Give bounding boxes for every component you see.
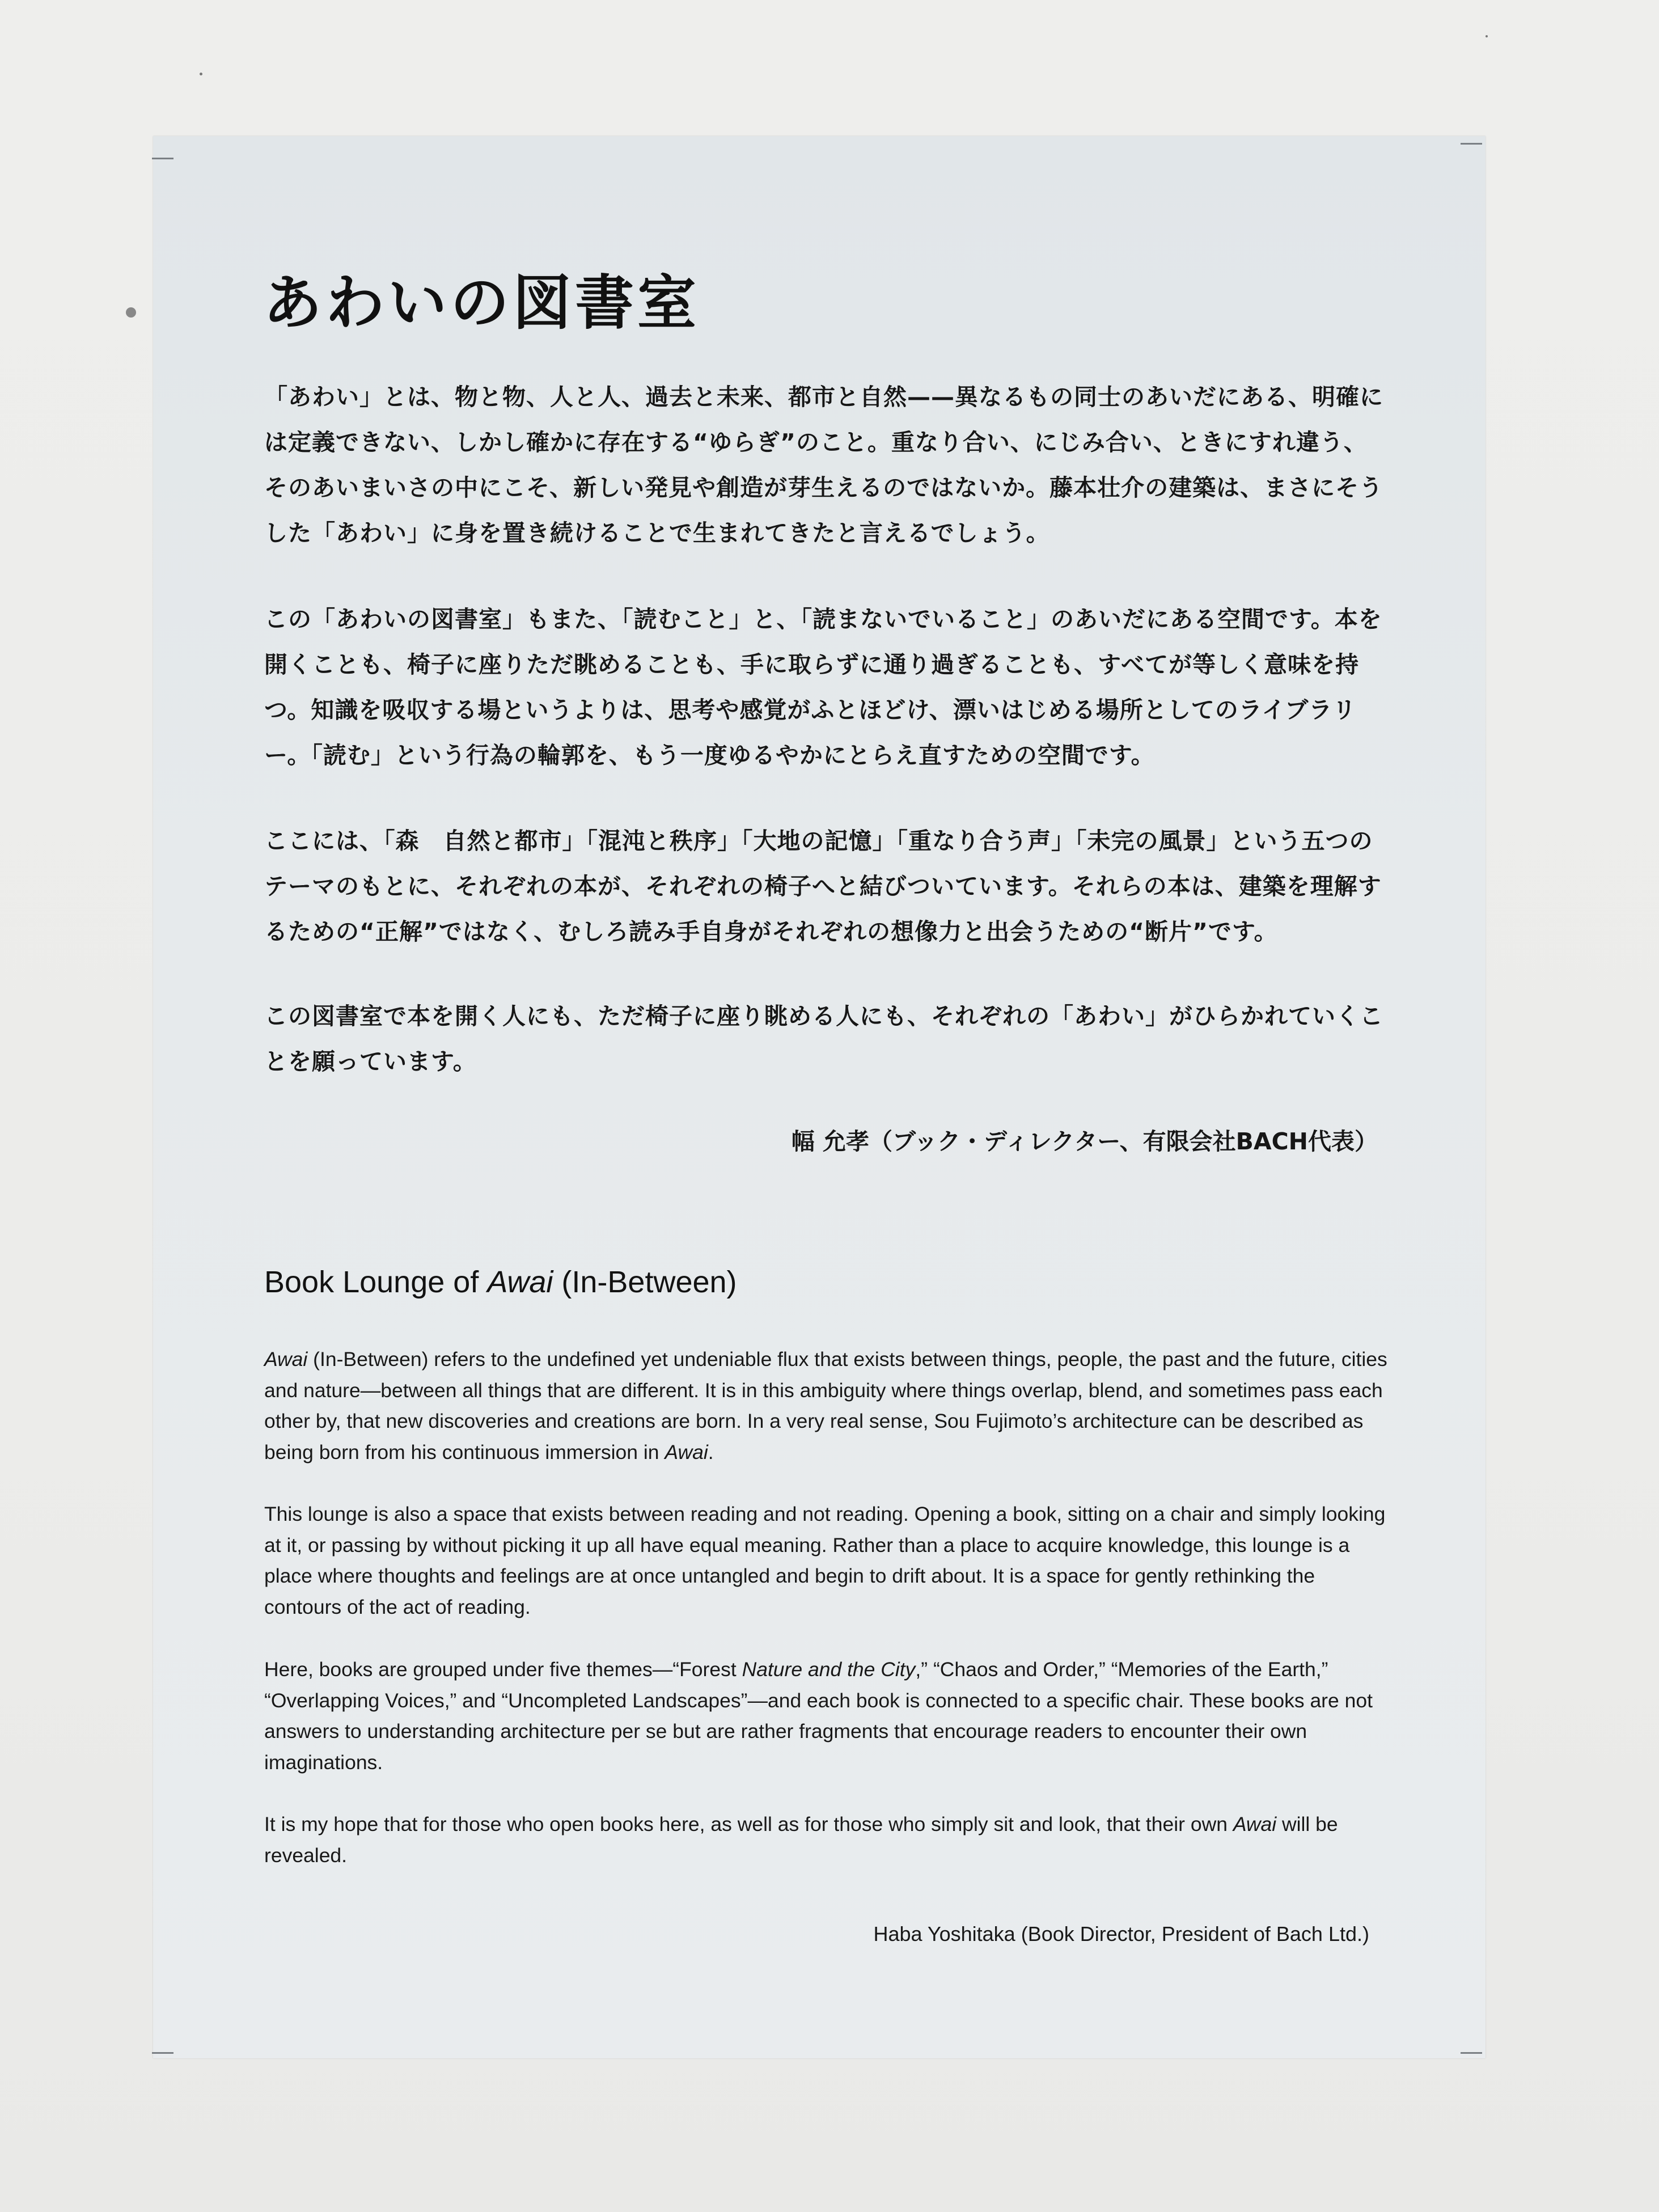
english-title-subtitle: (In-Between) [553, 1265, 737, 1299]
paragraph-text: . [708, 1440, 714, 1464]
awai-term: Awai [665, 1440, 708, 1464]
theme-italic: Nature and the City [742, 1658, 916, 1681]
english-paragraph [264, 1654, 1393, 1778]
exhibition-panel [153, 136, 1486, 2058]
english-paragraph: This lounge is also a space that exists between reading and not reading. Opening a book, sitting on a chair and simply looking at it, or passing by without picking it up all have equal meaning. Rather than a place to acquire knowledge, this lounge is a place where thoughts and feelings are at once untangled and begin to drift about. It is a space for gently rethinking the contours of the act of reading. [264, 1503, 1386, 1618]
crop-mark [152, 158, 173, 159]
wall-speck [1486, 35, 1488, 37]
crop-mark [1461, 143, 1482, 145]
paragraph-text: Here, books are grouped under five themes—“Forest [264, 1658, 742, 1681]
japanese-paragraph: ここには、「森 自然と都市」「混沌と秩序」「大地の記憶」「重なり合う声」「未完の風景」という五つのテーマのもとに、それぞれの本が、それぞれの椅子へと結びついています。それらの本は、建築を理解するための“正解”ではなく、むしろ読み手自身がそれぞれの想像力と出会うための“断片”です。 [264, 827, 1382, 945]
english-signature: Haba Yoshitaka (Book Director, President of Bach Ltd.) [873, 1922, 1369, 1945]
paragraph-text: (In-Between) refers to the undefined yet undeniable flux that exists between things, people, the past and the future, cities and nature—between all things that are different. It is in this ambiguity where things overlap, blend, and sometimes pass each other by, that new discoveries and creations are born. In a very real sense, Sou Fujimoto’s architecture can be described as being born from his continuous immersion in [264, 1348, 1387, 1464]
japanese-title: あわいの図書室 [263, 268, 700, 337]
english-paragraph [264, 1809, 1393, 1871]
awai-term: Awai [1233, 1813, 1277, 1835]
crop-mark [152, 2052, 173, 2054]
paragraph-text: will be revealed. [264, 1813, 1338, 1867]
english-title-awai: Awai [487, 1265, 553, 1299]
japanese-paragraph: この「あわいの図書室」もまた、「読むこと」と、「読まないでいること」のあいだにある空間です。本を開くことも、椅子に座りただ眺めることも、手に取らずに通り過ぎることも、すべてが等しく意味を持つ。知識を吸収する場というよりは、思考や感覚がふとほどけ、漂いはじめる場所としてのライブラリー。「読む」という行為の輪郭を、もう一度ゆるやかにとらえ直すための空間です。 [264, 606, 1382, 769]
awai-term: Awai [264, 1348, 308, 1371]
japanese-paragraph: この図書室で本を開く人にも、ただ椅子に座り眺める人にも、それぞれの「あわい」がひらかれていくことを願っています。 [264, 1003, 1383, 1075]
paragraph-text: It is my hope that for those who open books here, as well as for those who simply sit and look, that their own [264, 1813, 1233, 1835]
japanese-paragraph: 「あわい」とは、物と物、人と人、過去と未来、都市と自然——異なるもの同士のあいだにある、明確には定義できない、しかし確かに存在する“ゆらぎ”のこと。重なり合い、にじみ合い、ときにすれ違う、そのあいまいさの中にこそ、新しい発見や創造が芽生えるのではないか。藤本壮介の建築は、まさにそうした「あわい」に身を置き続けることで生まれてきたと言えるでしょう。 [264, 383, 1383, 547]
japanese-signature: 幅 允孝（ブック・ディレクター、有限会社BACH代表） [791, 1128, 1378, 1155]
english-paragraph [264, 1344, 1393, 1467]
wall-speck [200, 73, 202, 75]
paragraph-text: ,” “Chaos and Order,” “Memories of the Earth,” “Overlapping Voices,” and “Uncompleted Landscapes”—and each book is connected to a specific chair. These books are not answers to understanding architecture per se but are rather fragments that encourage readers to encounter their own imaginations. [264, 1658, 1373, 1774]
crop-mark [1461, 2052, 1482, 2054]
wall-mark [126, 307, 136, 318]
english-title-text: Book Lounge of [264, 1265, 488, 1299]
english-title [264, 1264, 737, 1300]
